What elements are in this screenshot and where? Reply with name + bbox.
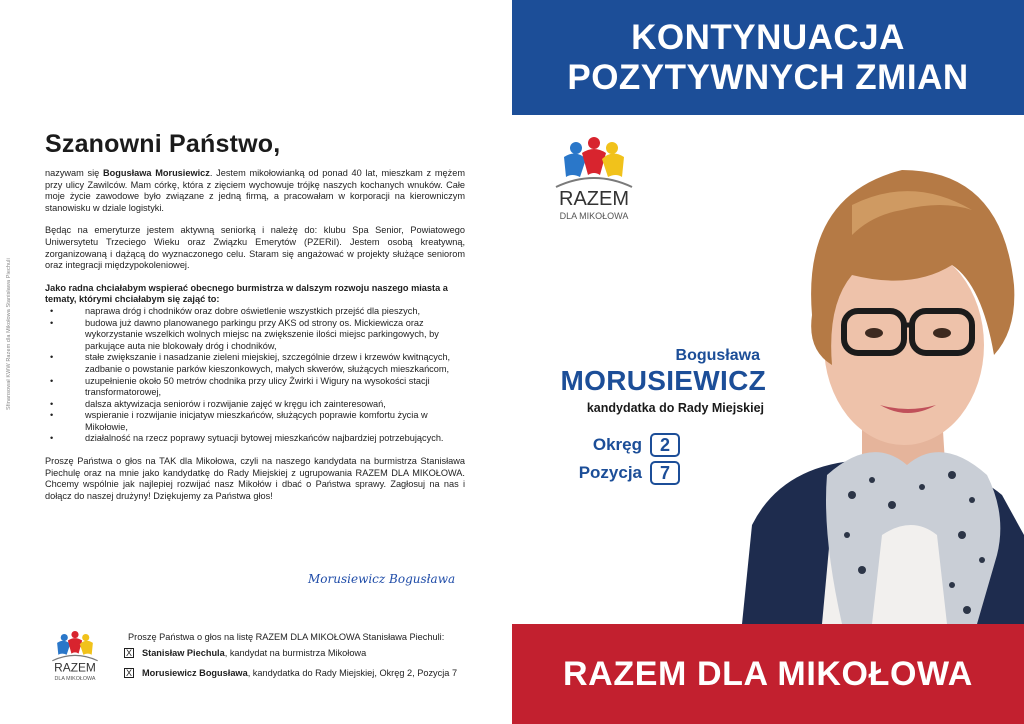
topic-text: wspieranie i rozwijanie inicjatyw mieszkańców, służących poprawie komfortu życia w Mikołowie, (85, 410, 428, 432)
district-label: Okręg (592, 435, 642, 454)
ballot-row-mayor (124, 648, 366, 658)
logo-figure-red-body (582, 149, 606, 175)
intro-name: Bogusława Morusiewicz (103, 168, 210, 178)
candidate-role: kandydatka do Rady Miejskiej (586, 401, 764, 415)
intro-after: . Jestem mikołowianką od ponad 40 lat, mieszkam z mężem przy ulicy Zawilców. Mam córkę, która z zięciem wychowuje trójkę naszych kochanych wnuków. Całe moje życie zawodowe było związane z jedną firmą, a pracowałam w korporacji na kierowniczym stanowisku w dziale logistyki. (45, 168, 465, 213)
footer-note: Proszę Państwa o głos na listę RAZEM DLA MIKOŁOWA Stanisława Piechuli: (128, 632, 445, 642)
ballot-row-council (124, 668, 457, 678)
eye-left (865, 328, 883, 338)
bullet: • (50, 352, 54, 363)
list-item (45, 399, 465, 411)
logo-figure-red-head (71, 631, 78, 638)
bottom-banner: RAZEM DLA MIKOŁOWA (512, 624, 1024, 724)
bullet: • (50, 375, 54, 386)
topic-text: dalsza aktywizacja seniorów i rozwijanie zajęć w kręgu ich zainteresowań, (85, 398, 386, 409)
topics-intro: Jako radna chciałabym wspierać obecnego burmistrza w dalszym rozwoju naszego miasta a tematy, którymi chciałabym się zająć to: (45, 282, 448, 305)
bullet: • (50, 398, 54, 409)
candidate-first-name: Bogusława (675, 347, 760, 364)
banner-title-line1: KONTYNUACJA (631, 17, 905, 57)
scarf-dot (979, 557, 985, 563)
position-number: 7 (650, 461, 680, 485)
logo-figure-blue-head (61, 634, 68, 641)
razem-logo-large (542, 133, 646, 225)
topic-text: uzupełnienie około 50 metrów chodnika przy ulicy Żwirki i Wigury na wysokości stacji transformatorowej, (85, 375, 430, 398)
position-row (512, 461, 680, 485)
bullet: • (50, 410, 54, 421)
scarf-dot (949, 582, 955, 588)
bullet: • (50, 433, 54, 444)
scarf-dot (969, 497, 975, 503)
letter-body (45, 168, 465, 513)
signature: Morusiewicz Bogusława (308, 572, 456, 586)
scarf-dot (848, 491, 856, 499)
scarf-dot (844, 532, 850, 538)
position-label: Pozycja (578, 463, 642, 482)
logo-figure-yellow-head (606, 142, 618, 154)
ballot-checkbox-mayor: X (125, 648, 132, 658)
logo-figure-blue-head (570, 142, 582, 154)
topic-text: naprawa dróg i chodników oraz dobre oświetlenie wszystkich przejść dla pieszych, (85, 305, 420, 316)
list-item (45, 433, 465, 445)
list-item (45, 306, 465, 318)
bullet: • (50, 305, 54, 316)
scarf-dot (963, 606, 971, 614)
ballot-desc-council: , kandydatka do Rady Miejskiej, Okręg 2, Pozycja 7 (247, 668, 458, 678)
bullet: • (50, 317, 54, 328)
topic-text: budowa już dawno planowanego parkingu przy AKS od strony os. Mickiewicza oraz wykorzystanie wszelkich wolnych miejsc na zwiększenie ilości miejsc parkingowych, by parkujące auta nie blokowały dróg i chodników, (85, 317, 439, 351)
topic-text: stałe zwiększanie i nasadzanie zieleni miejskiej, szczególnie drzew i krzewów kwitnących, zadbanie o powstanie parków kieszonkowych, małych skwerów, służących mieszkańcom, (85, 352, 451, 374)
topics-list (45, 306, 465, 445)
logo-figure-blue-body (57, 641, 70, 655)
district-number: 2 (650, 433, 680, 457)
scarf-dot (888, 501, 896, 509)
list-item (45, 376, 465, 399)
letter-paragraph-activity: Będąc na emeryturze jestem aktywną seniorką i należę do: klubu Spa Senior, Powiatowego Uniwersytetu Trzeciego Wieku oraz Związku Emerytów (PZERiI). Jestem osobą kreatywną, zorganizowaną i dążącą do wyznaczonego celu. Staram się angażować w projekty służące seniorom oraz integracji międzypokoleniowej. (45, 225, 465, 271)
scarf-dot (869, 477, 875, 483)
scarf-dot (919, 484, 925, 490)
letter-paragraph-intro (45, 168, 465, 214)
greeting-heading: Szanowni Państwo, (45, 130, 281, 158)
ballot-desc-mayor: , kandydat na burmistrza Mikołowa (224, 648, 367, 658)
scarf-dot (948, 471, 956, 479)
list-item (45, 410, 465, 433)
razem-logo-small (44, 626, 106, 686)
list-item (45, 318, 465, 353)
eye-right (933, 328, 951, 338)
logo-figure-blue-body (564, 153, 586, 177)
topic-text: działalność na rzecz poprawy sytuacji bytowej mieszkańców najbardziej potrzebujących. (85, 433, 444, 444)
intro-before: nazywam się (45, 168, 103, 178)
district-row (512, 433, 680, 457)
logo-text-mikolowa: DLA MIKOŁOWA (559, 211, 629, 221)
logo-figure-yellow-body (602, 153, 624, 177)
ballot-name-mayor: Stanisław Piechula (142, 648, 225, 658)
list-item (45, 352, 465, 375)
right-page (512, 0, 1024, 724)
logo-figure-yellow-head (82, 634, 89, 641)
logo-figure-red-body (68, 638, 82, 654)
logo-text-razem: RAZEM (559, 188, 629, 210)
funding-note: Sfinansował KWW Razem dla Mikołowa Stanisława Piechuli (6, 258, 12, 410)
logo-figure-red-head (588, 137, 600, 149)
ballot-name-council: Morusiewicz Bogusława (142, 668, 248, 678)
logo-arc (556, 178, 632, 187)
logo-figure-yellow-body (80, 641, 93, 655)
top-banner (512, 0, 1024, 115)
logo-text-razem: RAZEM (54, 660, 96, 675)
ballot-checkbox-council: X (125, 668, 132, 678)
banner-title-line2: POZYTYWNYCH ZMIAN (567, 57, 969, 97)
logo-text-mikolowa: DLA MIKOŁOWA (54, 675, 96, 682)
scarf-dot (858, 566, 866, 574)
letter-paragraph-closing: Proszę Państwa o głos na TAK dla Mikołowa, czyli na naszego kandydata na burmistrza Stanisława Piechulę oraz na mnie jako kandydatkę do Rady Miejskiej z ugrupowania RAZEM DLA MIKOŁOWA. Chcemy wspólnie jak najlepiej rozwijać nasz Mikołów i dbać o Państwa sprawy. Zagłosuj na nas i dołącz do naszej drużyny! Dziękujemy za Państwa głos! (45, 456, 465, 501)
scarf-dot (958, 531, 966, 539)
candidate-last-name: MORUSIEWICZ (560, 365, 766, 396)
